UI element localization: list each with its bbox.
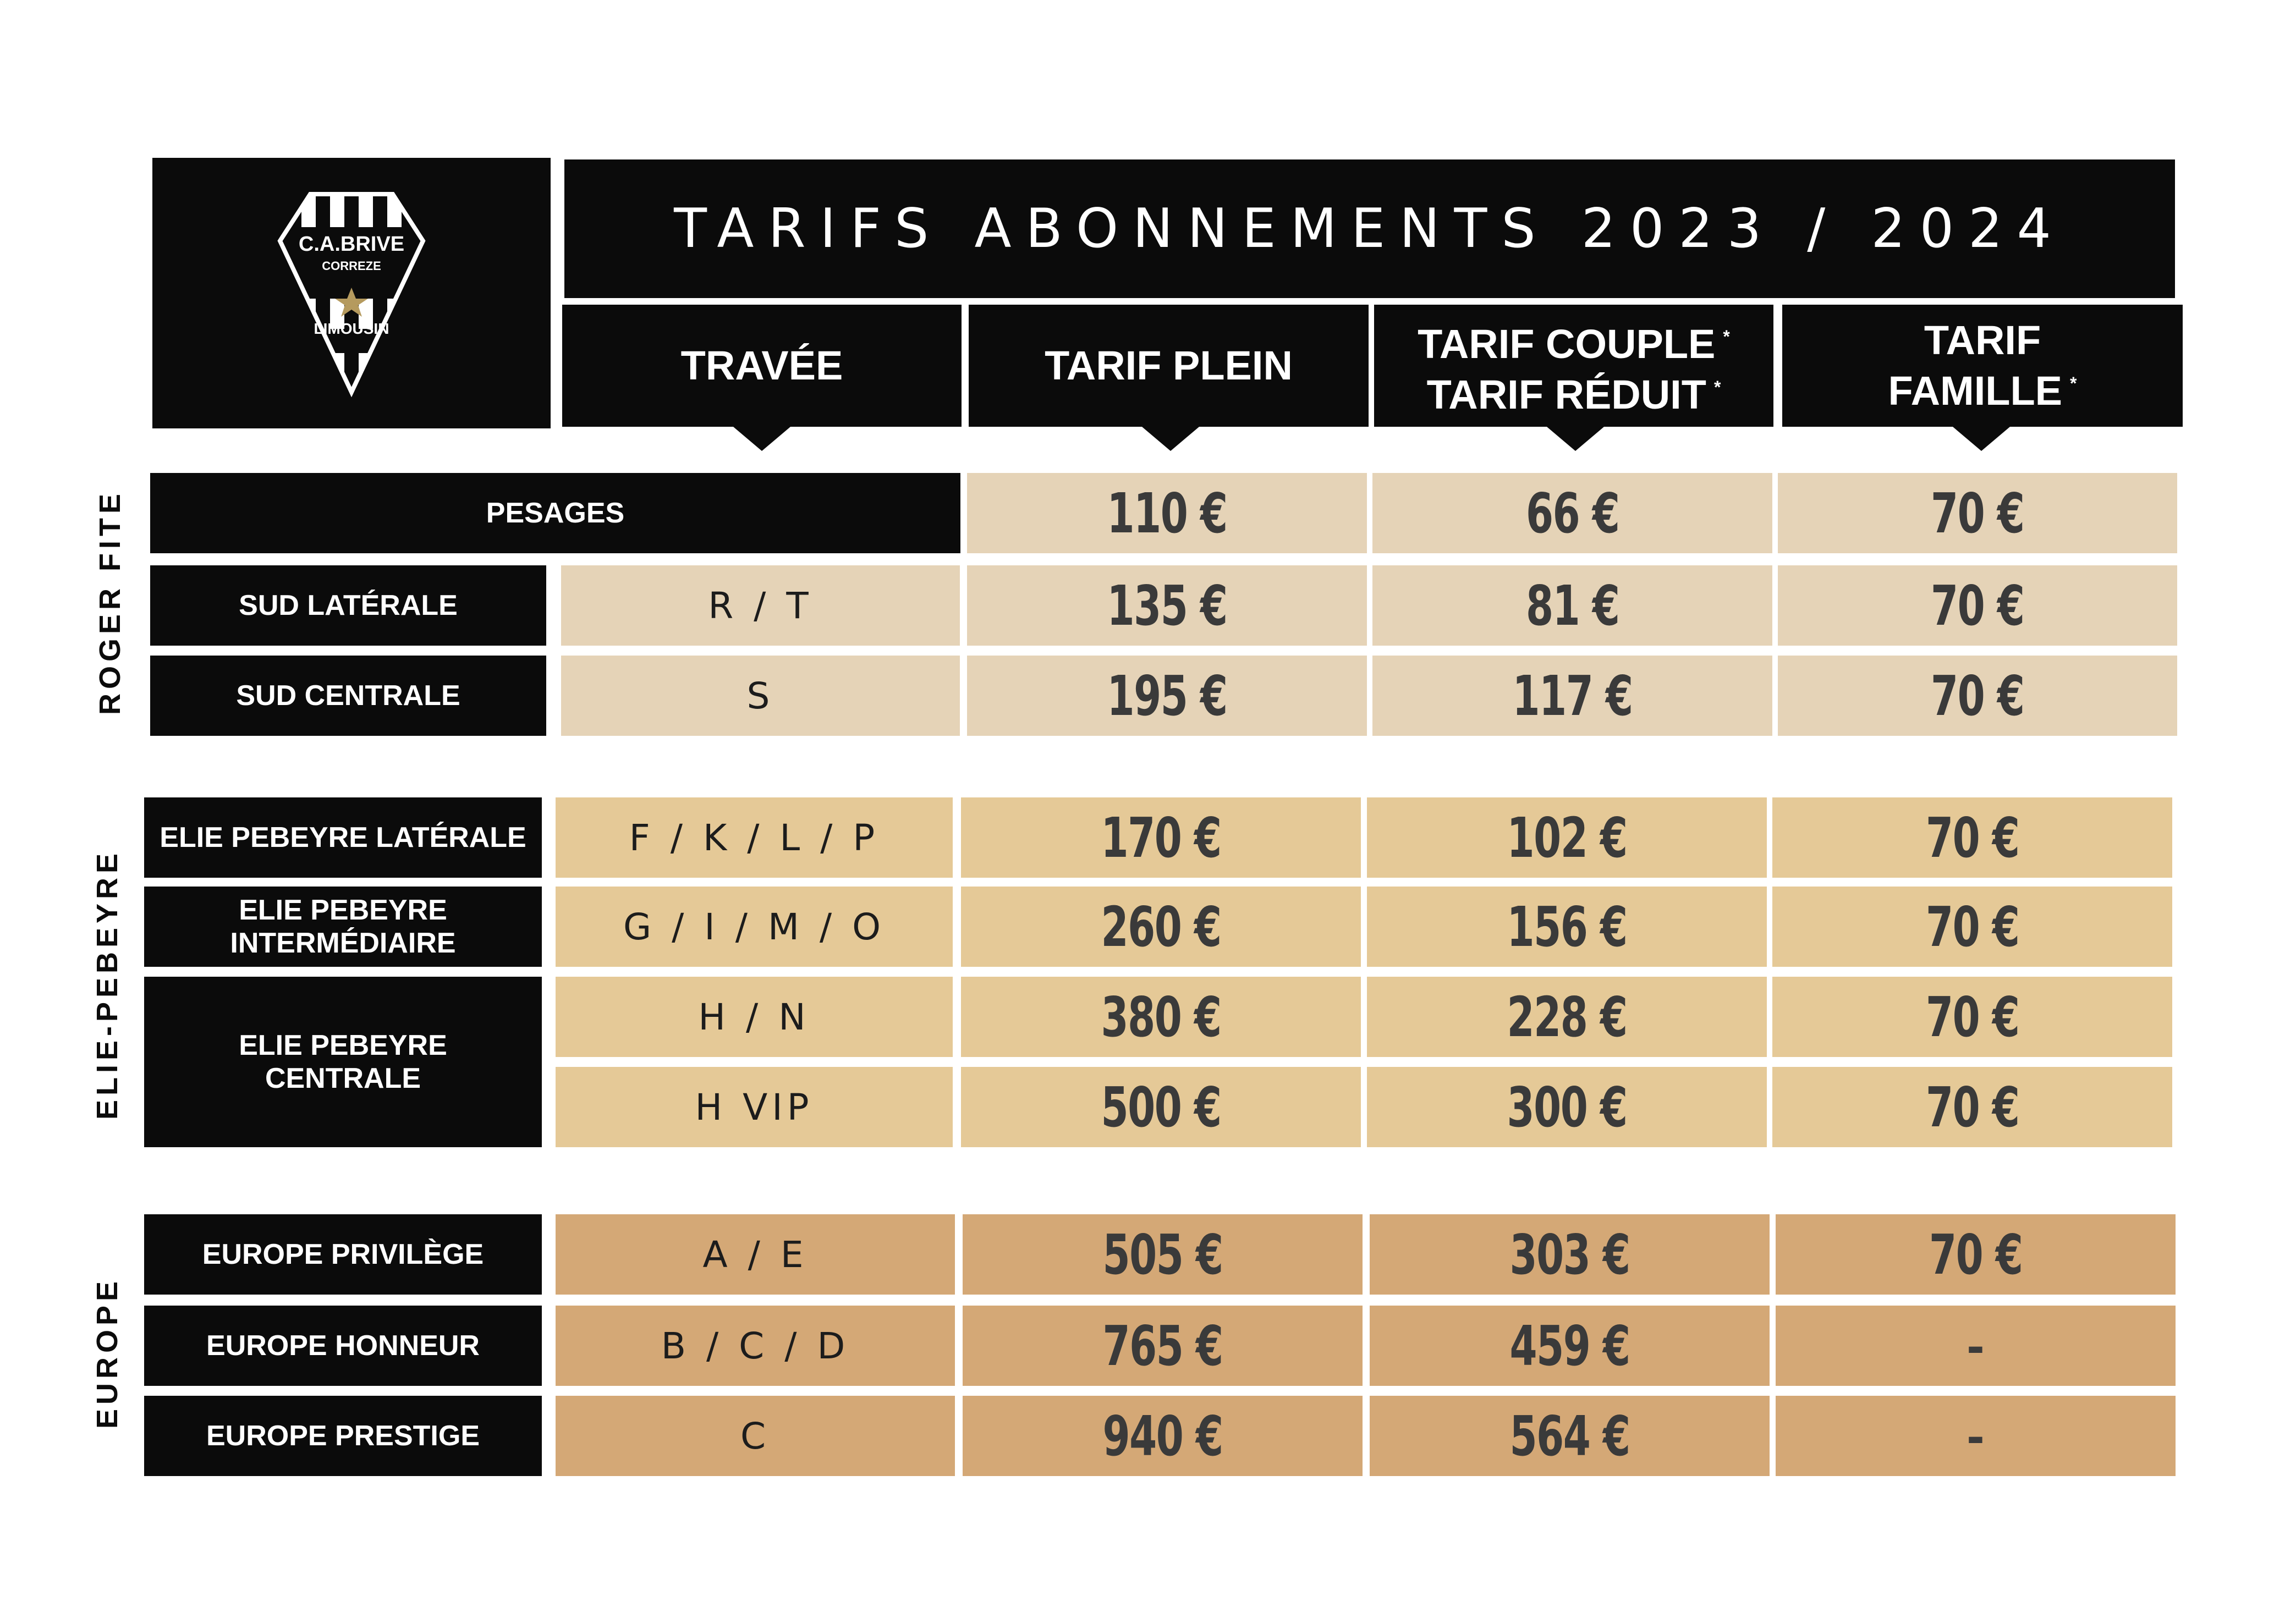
header-pointer bbox=[1547, 427, 1604, 451]
price-value: 117 € bbox=[1512, 663, 1633, 728]
cell-price-famille bbox=[1772, 977, 2172, 1057]
cell-price-plein bbox=[967, 473, 1367, 553]
cell-price-couple bbox=[1367, 887, 1767, 967]
cell-price-plein bbox=[961, 1067, 1361, 1147]
cell-price-couple bbox=[1367, 1067, 1767, 1147]
cell-price-couple bbox=[1372, 473, 1772, 553]
price-value: 459 € bbox=[1509, 1313, 1630, 1378]
cell-travee: F / K / L / P bbox=[556, 797, 953, 878]
cell-travee: A / E bbox=[556, 1214, 955, 1295]
label-line: ELIE PEBEYRE bbox=[239, 894, 447, 926]
header-pointer bbox=[1142, 427, 1199, 451]
cell-price-couple bbox=[1372, 656, 1772, 736]
price-value: 940 € bbox=[1102, 1403, 1223, 1468]
row-label-sud-centrale: SUD CENTRALE bbox=[150, 656, 546, 736]
cell-price-plein bbox=[961, 887, 1361, 967]
label-line: ELIE PEBEYRE bbox=[239, 1030, 447, 1061]
price-value: 70 € bbox=[1925, 805, 2019, 870]
cell-price-famille bbox=[1778, 656, 2177, 736]
cell-travee: H / N bbox=[556, 977, 953, 1057]
header-couple-line2: TARIF RÉDUIT * bbox=[1426, 372, 1721, 417]
price-value: 66 € bbox=[1525, 481, 1619, 546]
price-value: 170 € bbox=[1101, 805, 1221, 870]
cell-price-famille bbox=[1772, 887, 2172, 967]
cell-price-couple bbox=[1367, 977, 1767, 1057]
cell-travee: S bbox=[561, 656, 960, 736]
cell-price-famille bbox=[1778, 473, 2177, 553]
row-label-europe-privilege: EUROPE PRIVILÈGE bbox=[144, 1214, 542, 1295]
header-travee-label: TRAVÉE bbox=[680, 343, 843, 388]
logo-text-3: LIMOUSIN bbox=[314, 320, 389, 337]
cell-price-famille bbox=[1776, 1396, 2176, 1476]
row-label-ep-centrale bbox=[144, 977, 542, 1147]
cell-price-plein bbox=[967, 565, 1367, 646]
header-travee bbox=[562, 305, 962, 427]
cell-price-couple bbox=[1372, 565, 1772, 646]
club-crest-diamond-icon bbox=[263, 189, 440, 398]
cell-travee: C bbox=[556, 1396, 955, 1476]
price-value: - bbox=[1967, 1316, 1985, 1375]
row-label-ep-intermediaire bbox=[144, 887, 542, 967]
price-value: 70 € bbox=[1931, 663, 2024, 728]
header-plein-label: TARIF PLEIN bbox=[1045, 343, 1293, 388]
row-label-ep-laterale: ELIE PEBEYRE LATÉRALE bbox=[144, 797, 542, 878]
header-tarif-plein bbox=[969, 305, 1369, 427]
cell-price-plein bbox=[963, 1306, 1363, 1386]
price-value: 380 € bbox=[1101, 984, 1221, 1049]
row-label-sud-laterale: SUD LATÉRALE bbox=[150, 565, 546, 646]
page-title: TARIFS ABONNEMENTS 2023 / 2024 bbox=[564, 159, 2175, 298]
cell-price-couple bbox=[1367, 797, 1767, 878]
row-label-europe-honneur: EUROPE HONNEUR bbox=[144, 1306, 542, 1386]
cell-price-plein bbox=[963, 1214, 1363, 1295]
logo-text-2: CORREZE bbox=[322, 259, 381, 273]
cell-price-famille bbox=[1772, 1067, 2172, 1147]
price-value: 70 € bbox=[1931, 573, 2024, 638]
cell-price-plein bbox=[963, 1396, 1363, 1476]
section-label-europe: EUROPE bbox=[91, 1276, 124, 1429]
price-value: 70 € bbox=[1931, 481, 2024, 546]
price-value: 70 € bbox=[1925, 984, 2019, 1049]
cell-price-couple bbox=[1370, 1214, 1770, 1295]
header-pointer bbox=[733, 427, 790, 451]
price-value: 135 € bbox=[1107, 573, 1227, 638]
header-pointer bbox=[1953, 427, 2010, 451]
header-tarif-famille bbox=[1782, 305, 2183, 427]
price-value: 81 € bbox=[1525, 573, 1619, 638]
price-value: 156 € bbox=[1507, 894, 1627, 959]
cell-price-famille bbox=[1772, 797, 2172, 878]
cell-price-famille bbox=[1776, 1214, 2176, 1295]
cell-price-plein bbox=[967, 656, 1367, 736]
price-value: 70 € bbox=[1925, 1075, 2019, 1139]
row-label-europe-prestige: EUROPE PRESTIGE bbox=[144, 1396, 542, 1476]
header-famille-line1: TARIF bbox=[1924, 317, 2041, 363]
price-value: 70 € bbox=[1925, 894, 2019, 959]
price-value: 505 € bbox=[1102, 1222, 1223, 1287]
cell-price-famille bbox=[1776, 1306, 2176, 1386]
cell-price-plein bbox=[961, 977, 1361, 1057]
club-logo-panel bbox=[152, 158, 551, 428]
cell-travee: R / T bbox=[561, 565, 960, 646]
price-value: 102 € bbox=[1507, 805, 1627, 870]
price-value: 70 € bbox=[1929, 1222, 2023, 1287]
cell-price-couple bbox=[1370, 1396, 1770, 1476]
cell-price-plein bbox=[961, 797, 1361, 878]
price-value: 564 € bbox=[1509, 1403, 1630, 1468]
header-famille-line2: FAMILLE * bbox=[1888, 368, 2077, 414]
price-value: 300 € bbox=[1507, 1075, 1627, 1139]
header-tarif-couple bbox=[1374, 305, 1773, 427]
section-label-roger-fite: ROGER FITE bbox=[94, 489, 127, 715]
price-value: 260 € bbox=[1101, 894, 1221, 959]
logo-text-1: C.A.BRIVE bbox=[298, 233, 405, 256]
label-line: CENTRALE bbox=[265, 1063, 421, 1094]
price-value: 765 € bbox=[1102, 1313, 1223, 1378]
row-label-pesages: PESAGES bbox=[150, 473, 960, 553]
price-value: 500 € bbox=[1101, 1075, 1221, 1139]
cell-price-couple bbox=[1370, 1306, 1770, 1386]
price-value: 228 € bbox=[1507, 984, 1627, 1049]
section-label-elie-pebeyre: ELIE-PEBEYRE bbox=[91, 849, 124, 1120]
cell-travee: H VIP bbox=[556, 1067, 953, 1147]
price-value: 110 € bbox=[1107, 481, 1227, 546]
price-value: 303 € bbox=[1509, 1222, 1630, 1287]
label-line: INTERMÉDIAIRE bbox=[230, 927, 456, 959]
cell-price-famille bbox=[1778, 565, 2177, 646]
price-value: 195 € bbox=[1107, 663, 1227, 728]
price-value: - bbox=[1967, 1406, 1985, 1465]
cell-travee: G / I / M / O bbox=[556, 887, 953, 967]
cell-travee: B / C / D bbox=[556, 1306, 955, 1386]
header-couple-line1: TARIF COUPLE * bbox=[1418, 321, 1730, 367]
